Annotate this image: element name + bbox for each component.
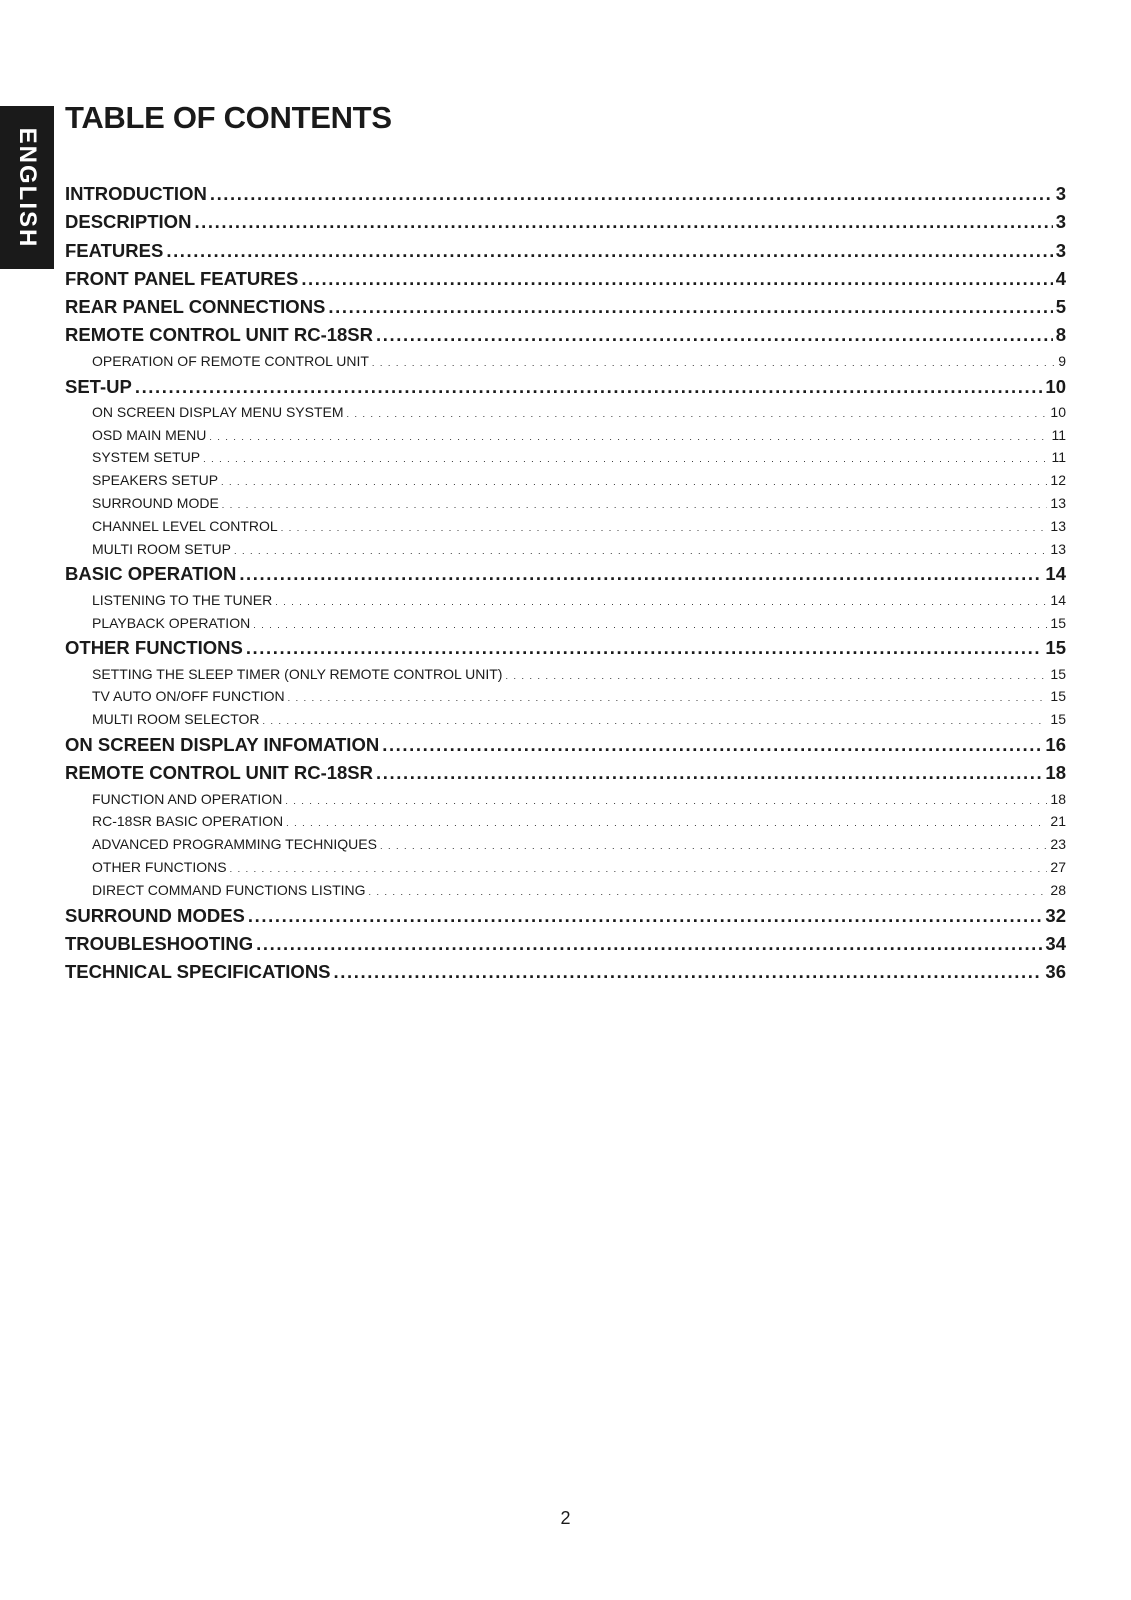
dot-leader — [380, 835, 1047, 856]
dot-leader — [285, 790, 1047, 811]
toc-entry-label: OSD MAIN MENU — [92, 426, 207, 443]
toc-subentry[interactable] — [65, 810, 1066, 833]
toc-subentry[interactable] — [65, 685, 1066, 708]
toc-entry[interactable] — [65, 560, 1066, 588]
toc-entry-page: 12 — [1050, 472, 1066, 489]
toc-entry-label: FUNCTION AND OPERATION — [92, 790, 283, 807]
toc-subentry[interactable] — [65, 492, 1066, 515]
toc-entry-label: TV AUTO ON/OFF FUNCTION — [92, 688, 285, 705]
toc-entry-label: INTRODUCTION — [65, 183, 207, 204]
dot-leader — [382, 731, 1042, 759]
toc-subentry[interactable] — [65, 350, 1066, 373]
toc-entry-label: CHANNEL LEVEL CONTROL — [92, 517, 278, 534]
toc-entry-label: DIRECT COMMAND FUNCTIONS LISTING — [92, 881, 366, 898]
toc-subentry[interactable] — [65, 612, 1066, 635]
toc-entry-page: 10 — [1050, 403, 1066, 420]
toc-subentry[interactable] — [65, 469, 1066, 492]
dot-leader — [328, 293, 1052, 321]
toc-subentry[interactable] — [65, 788, 1066, 811]
dot-leader — [256, 930, 1042, 958]
toc-entry-page: 10 — [1045, 375, 1066, 397]
toc-entry-label: SETTING THE SLEEP TIMER (ONLY REMOTE CONTROL UNIT) — [92, 665, 503, 682]
dot-leader — [505, 665, 1047, 686]
toc-entry-page: 18 — [1050, 790, 1066, 807]
toc-entry-label: SURROUND MODES — [65, 904, 245, 926]
toc-entry[interactable] — [65, 958, 1066, 986]
toc-entry-label: ADVANCED PROGRAMMING TECHNIQUES — [92, 836, 377, 853]
toc-entry-page: 3 — [1055, 183, 1066, 204]
toc-entry-page: 32 — [1045, 904, 1066, 926]
toc-entry-page: 13 — [1050, 495, 1066, 512]
toc-subentry[interactable] — [65, 515, 1066, 538]
toc-entry-page: 14 — [1045, 563, 1066, 585]
dot-leader — [286, 812, 1047, 833]
dot-leader — [253, 614, 1047, 635]
toc-entry-label: OPERATION OF REMOTE CONTROL UNIT — [92, 352, 369, 369]
dot-leader — [376, 759, 1042, 787]
dot-leader — [248, 902, 1043, 930]
dot-leader — [230, 858, 1048, 879]
toc-entry-label: RC-18SR BASIC OPERATION — [92, 813, 284, 830]
language-tab-label: ENGLISH — [14, 127, 41, 248]
toc-entry[interactable] — [65, 321, 1066, 349]
toc-entry[interactable] — [65, 180, 1066, 208]
toc-entry[interactable] — [65, 237, 1066, 265]
toc-entry-label: ON SCREEN DISPLAY MENU SYSTEM — [92, 403, 344, 420]
toc-entry-label: ON SCREEN DISPLAY INFOMATION — [65, 734, 380, 756]
toc-entry-label: SURROUND MODE — [92, 495, 219, 512]
toc-entry-label: FRONT PANEL FEATURES — [65, 267, 299, 289]
toc-entry-page: 3 — [1055, 239, 1066, 261]
toc-subentry[interactable] — [65, 538, 1066, 561]
toc-subentry[interactable] — [65, 879, 1066, 902]
toc-subentry[interactable] — [65, 589, 1066, 612]
toc-entry-page: 15 — [1050, 614, 1066, 631]
dot-leader — [135, 373, 1043, 401]
dot-leader — [263, 710, 1048, 731]
toc-entry-label: OTHER FUNCTIONS — [92, 859, 227, 876]
dot-leader — [222, 494, 1048, 515]
dot-leader — [239, 560, 1042, 588]
toc-entry-page: 13 — [1050, 517, 1066, 534]
toc-entry-page: 11 — [1051, 449, 1066, 466]
dot-leader — [369, 881, 1048, 902]
toc-entry-page: 34 — [1045, 932, 1066, 954]
toc-entry[interactable] — [65, 634, 1066, 662]
dot-leader — [221, 471, 1047, 492]
toc-entry-page: 18 — [1045, 762, 1066, 784]
page-title: TABLE OF CONTENTS — [65, 100, 392, 135]
dot-leader — [246, 634, 1043, 662]
toc-subentry[interactable] — [65, 424, 1066, 447]
toc-entry-label: REMOTE CONTROL UNIT RC-18SR — [65, 324, 374, 346]
toc-entry[interactable] — [65, 373, 1066, 401]
toc-entry-label: MULTI ROOM SELECTOR — [92, 711, 260, 728]
toc-entry-label: MULTI ROOM SETUP — [92, 540, 231, 557]
toc-entry-page: 15 — [1045, 637, 1066, 659]
toc-entry-page: 15 — [1050, 665, 1066, 682]
toc-entry[interactable] — [65, 902, 1066, 930]
toc-entry-page: 5 — [1055, 296, 1066, 318]
toc-entry-label: BASIC OPERATION — [65, 563, 237, 585]
dot-leader — [281, 517, 1048, 538]
toc-entry[interactable] — [65, 265, 1066, 293]
toc-entry-page: 15 — [1050, 711, 1066, 728]
toc-entry-label: OTHER FUNCTIONS — [65, 637, 243, 659]
toc-entry-label: LISTENING TO THE TUNER — [92, 591, 273, 608]
dot-leader — [194, 208, 1052, 236]
toc-entry-page: 8 — [1055, 324, 1066, 346]
toc-entry-label: REAR PANEL CONNECTIONS — [65, 296, 326, 318]
dot-leader — [203, 448, 1048, 469]
dot-leader — [209, 426, 1048, 447]
toc-entry-label: PLAYBACK OPERATION — [92, 614, 251, 631]
language-tab — [0, 106, 54, 269]
toc-entry-page: 9 — [1058, 352, 1066, 369]
toc-entry-label: TROUBLESHOOTING — [65, 932, 254, 954]
toc-entry-page: 23 — [1050, 836, 1066, 853]
toc-entry-label: FEATURES — [65, 239, 164, 261]
toc-subentry[interactable] — [65, 446, 1066, 469]
toc-entry[interactable] — [65, 930, 1066, 958]
toc-entry-page: 36 — [1045, 961, 1066, 983]
dot-leader — [376, 321, 1053, 349]
dot-leader — [288, 687, 1048, 708]
toc-entry-label: SET-UP — [65, 375, 132, 397]
toc-entry-label: SYSTEM SETUP — [92, 449, 201, 466]
dot-leader — [347, 403, 1048, 424]
toc-entry-label: TECHNICAL SPECIFICATIONS — [65, 961, 331, 983]
page-number: 2 — [560, 1508, 571, 1528]
toc-entry[interactable] — [65, 208, 1066, 236]
dot-leader — [301, 265, 1052, 293]
toc-subentry[interactable] — [65, 401, 1066, 424]
toc-entry-label: SPEAKERS SETUP — [92, 472, 219, 489]
toc-entry-page: 4 — [1055, 267, 1066, 289]
toc-subentry[interactable] — [65, 856, 1066, 879]
dot-leader — [166, 237, 1052, 265]
toc-entry-page: 3 — [1055, 211, 1066, 233]
dot-leader — [210, 180, 1053, 208]
dot-leader — [234, 540, 1047, 561]
toc-entry-page: 13 — [1050, 540, 1066, 557]
toc-entry-page: 28 — [1050, 881, 1066, 898]
toc-entry-page: 16 — [1045, 734, 1066, 756]
toc-entry-page: 15 — [1050, 688, 1066, 705]
table-of-contents — [65, 180, 1066, 987]
toc-entry-label: REMOTE CONTROL UNIT RC-18SR — [65, 762, 374, 784]
toc-entry-label: DESCRIPTION — [65, 211, 192, 233]
toc-entry-page: 11 — [1051, 426, 1066, 443]
toc-subentry[interactable] — [65, 708, 1066, 731]
toc-subentry[interactable] — [65, 663, 1066, 686]
toc-entry-page: 21 — [1050, 813, 1066, 830]
dot-leader — [275, 591, 1047, 612]
dot-leader — [334, 958, 1043, 986]
toc-entry-page: 14 — [1050, 591, 1066, 608]
toc-subentry[interactable] — [65, 833, 1066, 856]
dot-leader — [372, 352, 1055, 373]
toc-entry[interactable] — [65, 731, 1066, 759]
toc-entry-page: 27 — [1050, 859, 1066, 876]
toc-entry[interactable] — [65, 293, 1066, 321]
toc-entry[interactable] — [65, 759, 1066, 787]
